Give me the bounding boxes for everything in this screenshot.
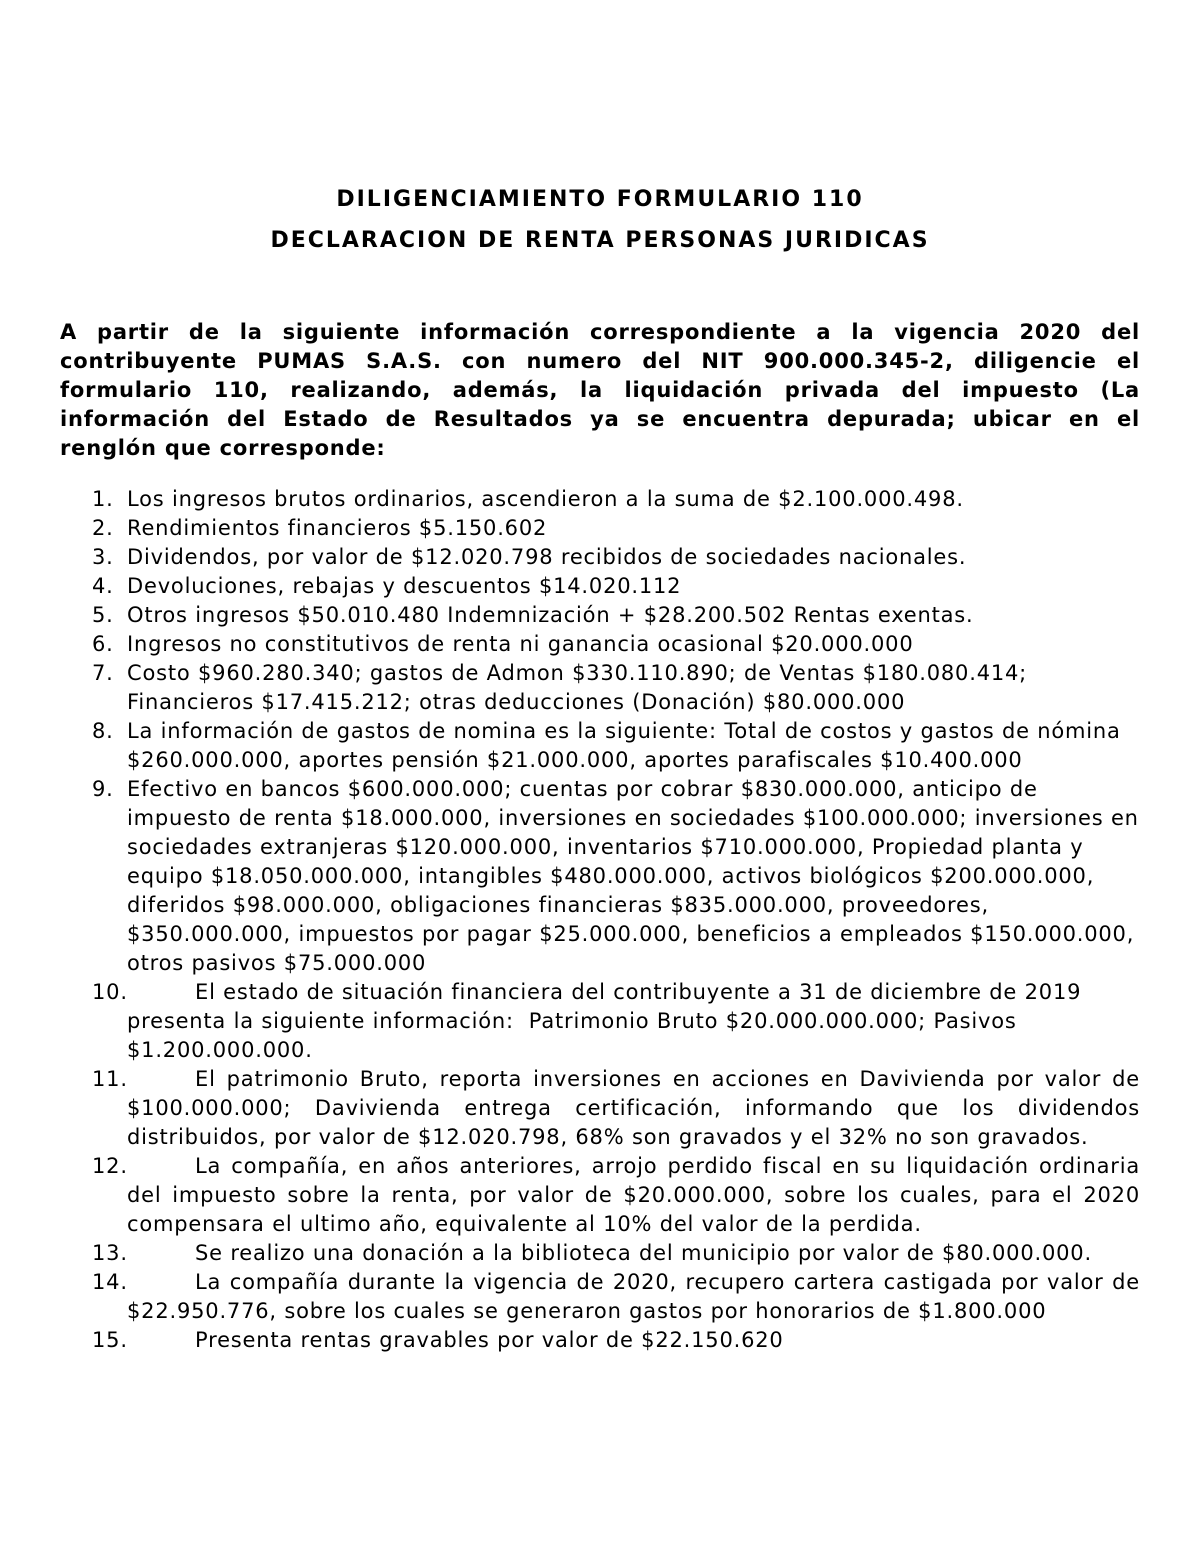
item-number: 2.	[92, 516, 114, 540]
item-text: Presenta rentas gravables por valor de $22.150.620	[195, 1328, 784, 1352]
list-item	[60, 659, 1140, 717]
item-text: Los ingresos brutos ordinarios, ascendieron a la suma de $2.100.000.498.	[127, 487, 964, 511]
list-item	[60, 1152, 1140, 1239]
item-text: Costo $960.280.340; gastos de Admon $330.110.890; de Ventas $180.080.414; Financieros $17.415.212; otras deducciones (Donación) $80.000.000	[127, 661, 1028, 714]
list-item	[60, 485, 1140, 514]
item-text: El patrimonio Bruto, reporta inversiones en acciones en Davivienda por valor de $100.000.000; Davivienda entrega certificación, informando que los dividendos distribuidos, por valor de $12.020.798, 68% son gravados y el 32% no son gravados.	[127, 1067, 1140, 1149]
list-item	[60, 1239, 1140, 1268]
list-item	[60, 630, 1140, 659]
list-item	[60, 1065, 1140, 1152]
item-number: 15.	[92, 1328, 128, 1352]
item-number: 5.	[92, 603, 114, 627]
item-number: 8.	[92, 719, 114, 743]
item-text: El estado de situación financiera del contribuyente a 31 de diciembre de 2019 presenta la siguiente información: Patrimonio Bruto $20.000.000.000; Pasivos $1.200.000.000.	[127, 980, 1082, 1062]
item-number: 6.	[92, 632, 114, 656]
item-number: 13.	[92, 1241, 128, 1265]
item-number: 7.	[92, 661, 114, 685]
item-text: Otros ingresos $50.010.480 Indemnización + $28.200.502 Rentas exentas.	[127, 603, 974, 627]
item-text: La compañía, en años anteriores, arrojo perdido fiscal en su liquidación ordinaria del impuesto sobre la renta, por valor de $20.000.000, sobre los cuales, para el 2020 compensara el ultimo año, equivalente al 10% del valor de la perdida.	[127, 1154, 1140, 1236]
intro-paragraph: A partir de la siguiente información correspondiente a la vigencia 2020 del contribuyente PUMAS S.A.S. con numero del NIT 900.000.345-2, diligencie el formulario 110, realizando, además, la liquidación privada del impuesto (La información del Estado de Resultados ya se encuentra depurada; ubicar en el renglón que corresponde:	[60, 320, 1140, 460]
item-number: 9.	[92, 777, 114, 801]
item-text: Ingresos no constitutivos de renta ni ganancia ocasional $20.000.000	[127, 632, 914, 656]
item-number: 1.	[92, 487, 114, 511]
list-item	[60, 978, 1140, 1065]
item-number: 3.	[92, 545, 114, 569]
document-subtitle: DECLARACION DE RENTA PERSONAS JURIDICAS	[270, 228, 930, 253]
item-number: 14.	[92, 1270, 128, 1294]
item-number: 11.	[92, 1067, 128, 1091]
item-text: La compañía durante la vigencia de 2020, recupero cartera castigada por valor de $22.950.776, sobre los cuales se generaron gastos por honorarios de $1.800.000	[127, 1270, 1140, 1323]
list-item	[60, 601, 1140, 630]
items-list	[60, 485, 1140, 1355]
item-text: Se realizo una donación a la biblioteca del municipio por valor de $80.000.000.	[195, 1241, 1092, 1265]
item-number: 4.	[92, 574, 114, 598]
list-item	[60, 543, 1140, 572]
list-item	[60, 572, 1140, 601]
list-item	[60, 1326, 1140, 1355]
item-text: Dividendos, por valor de $12.020.798 recibidos de sociedades nacionales.	[127, 545, 967, 569]
item-text: La información de gastos de nomina es la siguiente: Total de costos y gastos de nómina $260.000.000, aportes pensión $21.000.000, aportes parafiscales $10.400.000	[127, 719, 1121, 772]
document-title: DILIGENCIAMIENTO FORMULARIO 110	[336, 187, 864, 212]
list-item	[60, 775, 1140, 978]
list-item	[60, 717, 1140, 775]
list-item	[60, 1268, 1140, 1326]
item-number: 12.	[92, 1154, 128, 1178]
item-number: 10.	[92, 980, 128, 1004]
list-item	[60, 514, 1140, 543]
item-text: Efectivo en bancos $600.000.000; cuentas por cobrar $830.000.000, anticipo de impuesto de renta $18.000.000, inversiones en sociedades $100.000.000; inversiones en sociedades extranjeras $120.000.000, inventarios $710.000.000, Propiedad planta y equipo $18.050.000.000, intangibles $480.000.000, activos biológicos $200.000.000, diferidos $98.000.000, obligaciones financieras $835.000.000, proveedores, $350.000.000, impuestos por pagar $25.000.000, beneficios a empleados $150.000.000, otros pasivos $75.000.000	[127, 777, 1139, 975]
item-text: Devoluciones, rebajas y descuentos $14.020.112	[127, 574, 682, 598]
item-text: Rendimientos financieros $5.150.602	[127, 516, 548, 540]
